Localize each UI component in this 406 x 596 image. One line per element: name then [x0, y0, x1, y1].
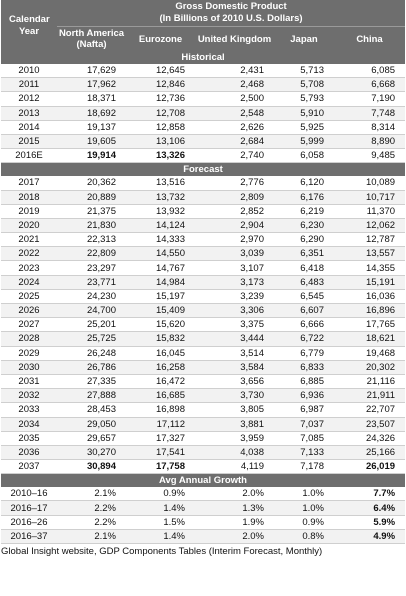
table-row [1, 233, 405, 247]
table-row [1, 190, 405, 204]
table-cell: 25,201 [57, 318, 126, 332]
table-row [1, 304, 405, 318]
section-header-row [1, 474, 405, 488]
table-row [1, 417, 405, 431]
calendar-year-label: Calendar Year [9, 13, 50, 37]
table-cell: 13,106 [126, 134, 195, 148]
table-cell: 1.4% [126, 501, 195, 515]
table-row [1, 64, 405, 78]
gdp-table [1, 0, 405, 544]
table-cell: 2,468 [195, 78, 274, 92]
row-label: 2036 [1, 445, 57, 459]
table-cell: 17,629 [57, 64, 126, 78]
table-cell: 26,786 [57, 360, 126, 374]
table-cell: 13,516 [126, 176, 195, 190]
table-row [1, 149, 405, 163]
table-cell: 3,584 [195, 360, 274, 374]
row-label: 2028 [1, 332, 57, 346]
table-cell: 6,936 [274, 389, 334, 403]
table-cell: 14,550 [126, 247, 195, 261]
table-cell: 22,809 [57, 247, 126, 261]
table-cell: 7,178 [274, 460, 334, 474]
table-row [1, 445, 405, 459]
table-cell: 3,039 [195, 247, 274, 261]
table-cell: 15,191 [334, 275, 405, 289]
table-row [1, 120, 405, 134]
table-cell: 24,230 [57, 289, 126, 303]
table-cell: 12,858 [126, 120, 195, 134]
table-cell: 24,326 [334, 431, 405, 445]
table-cell: 6,351 [274, 247, 334, 261]
table-cell: 6,219 [274, 204, 334, 218]
table-cell: 17,327 [126, 431, 195, 445]
table-cell: 7,190 [334, 92, 405, 106]
row-label: 2014 [1, 120, 57, 134]
table-cell: 3,881 [195, 417, 274, 431]
table-cell: 16,685 [126, 389, 195, 403]
table-cell: 5,999 [274, 134, 334, 148]
table-cell: 6,230 [274, 218, 334, 232]
column-header: North America (Nafta) [58, 28, 125, 50]
table-cell: 1.9% [195, 515, 274, 529]
table-cell: 0.9% [274, 515, 334, 529]
table-cell: 14,124 [126, 218, 195, 232]
row-label: 2030 [1, 360, 57, 374]
gdp-title-line1: Gross Domestic Product [175, 1, 287, 12]
row-label: 2013 [1, 106, 57, 120]
row-label: 2023 [1, 261, 57, 275]
row-label: 2032 [1, 389, 57, 403]
table-cell: 2,970 [195, 233, 274, 247]
table-row [1, 318, 405, 332]
table-cell: 23,771 [57, 275, 126, 289]
table-cell: 2,431 [195, 64, 274, 78]
table-cell: 2,809 [195, 190, 274, 204]
table-cell: 1.4% [126, 529, 195, 543]
column-header: Japan [274, 27, 334, 52]
table-cell: 1.3% [195, 501, 274, 515]
table-cell: 27,888 [57, 389, 126, 403]
table-cell: 17,758 [126, 460, 195, 474]
table-cell: 22,313 [57, 233, 126, 247]
table-cell: 4,038 [195, 445, 274, 459]
row-label: 2037 [1, 460, 57, 474]
table-cell: 6,120 [274, 176, 334, 190]
row-label: 2033 [1, 403, 57, 417]
section-title: Historical [1, 51, 405, 64]
table-cell: 2.2% [57, 515, 126, 529]
table-cell: 23,297 [57, 261, 126, 275]
table-row [1, 332, 405, 346]
table-cell: 6,722 [274, 332, 334, 346]
row-label: 2012 [1, 92, 57, 106]
table-cell: 19,914 [57, 149, 126, 163]
table-row [1, 374, 405, 388]
table-cell: 2,626 [195, 120, 274, 134]
table-cell: 3,805 [195, 403, 274, 417]
table-row [1, 460, 405, 474]
table-cell: 16,896 [334, 304, 405, 318]
table-cell: 6,085 [334, 64, 405, 78]
row-label: 2016E [1, 149, 57, 163]
row-label: 2024 [1, 275, 57, 289]
table-cell: 12,736 [126, 92, 195, 106]
table-cell: 0.8% [274, 529, 334, 543]
table-cell: 12,708 [126, 106, 195, 120]
table-cell: 14,355 [334, 261, 405, 275]
table-cell: 7,133 [274, 445, 334, 459]
table-cell: 14,767 [126, 261, 195, 275]
column-header: Eurozone [126, 27, 195, 52]
table-cell: 3,959 [195, 431, 274, 445]
table-cell: 15,832 [126, 332, 195, 346]
table-cell: 6,666 [274, 318, 334, 332]
table-cell: 17,765 [334, 318, 405, 332]
table-cell: 6,545 [274, 289, 334, 303]
table-cell: 16,258 [126, 360, 195, 374]
table-cell: 8,314 [334, 120, 405, 134]
table-cell: 9,485 [334, 149, 405, 163]
table-cell: 3,656 [195, 374, 274, 388]
table-cell: 5.9% [334, 515, 405, 529]
table-row [1, 176, 405, 190]
table-row [1, 360, 405, 374]
section-title: Forecast [1, 163, 405, 177]
table-cell: 12,645 [126, 64, 195, 78]
table-row [1, 134, 405, 148]
table-cell: 16,472 [126, 374, 195, 388]
table-cell: 18,371 [57, 92, 126, 106]
table-cell: 15,620 [126, 318, 195, 332]
table-cell: 26,019 [334, 460, 405, 474]
table-cell: 5,793 [274, 92, 334, 106]
table-row [1, 275, 405, 289]
row-label: 2021 [1, 233, 57, 247]
table-cell: 10,717 [334, 190, 405, 204]
table-cell: 2.0% [195, 487, 274, 501]
table-row [1, 487, 405, 501]
row-label: 2016–37 [1, 529, 57, 543]
gdp-title-line2: (In Billions of 2010 U.S. Dollars) [159, 13, 303, 24]
table-cell: 3,514 [195, 346, 274, 360]
table-cell: 20,362 [57, 176, 126, 190]
row-label: 2010–16 [1, 487, 57, 501]
row-label: 2015 [1, 134, 57, 148]
row-label: 2031 [1, 374, 57, 388]
table-cell: 1.0% [274, 501, 334, 515]
table-cell: 12,062 [334, 218, 405, 232]
table-cell: 23,507 [334, 417, 405, 431]
row-label: 2017 [1, 176, 57, 190]
table-cell: 28,453 [57, 403, 126, 417]
table-cell: 17,962 [57, 78, 126, 92]
gdp-title-header [57, 0, 405, 27]
table-cell: 21,911 [334, 389, 405, 403]
column-header: United Kingdom [195, 27, 274, 52]
table-cell: 7,037 [274, 417, 334, 431]
table-cell: 20,889 [57, 190, 126, 204]
row-label: 2029 [1, 346, 57, 360]
table-cell: 21,116 [334, 374, 405, 388]
table-cell: 19,605 [57, 134, 126, 148]
section-header-row [1, 51, 405, 64]
table-cell: 25,166 [334, 445, 405, 459]
row-label: 2026 [1, 304, 57, 318]
row-label: 2022 [1, 247, 57, 261]
table-cell: 10,089 [334, 176, 405, 190]
table-cell: 4,119 [195, 460, 274, 474]
table-cell: 2,500 [195, 92, 274, 106]
row-label: 2035 [1, 431, 57, 445]
table-cell: 13,732 [126, 190, 195, 204]
table-cell: 2,852 [195, 204, 274, 218]
table-row [1, 106, 405, 120]
table-cell: 1.0% [274, 487, 334, 501]
row-label: 2019 [1, 204, 57, 218]
table-cell: 17,112 [126, 417, 195, 431]
table-cell: 14,333 [126, 233, 195, 247]
table-cell: 3,375 [195, 318, 274, 332]
table-cell: 3,173 [195, 275, 274, 289]
table-row [1, 289, 405, 303]
row-label: 2016–26 [1, 515, 57, 529]
table-cell: 21,375 [57, 204, 126, 218]
table-cell: 18,692 [57, 106, 126, 120]
table-cell: 7,748 [334, 106, 405, 120]
table-cell: 22,707 [334, 403, 405, 417]
table-cell: 8,890 [334, 134, 405, 148]
table-cell: 5,708 [274, 78, 334, 92]
table-cell: 2.0% [195, 529, 274, 543]
row-label: 2016–17 [1, 501, 57, 515]
table-row [1, 431, 405, 445]
table-cell: 27,335 [57, 374, 126, 388]
table-cell: 14,984 [126, 275, 195, 289]
row-label: 2025 [1, 289, 57, 303]
table-cell: 2,904 [195, 218, 274, 232]
calendar-year-header [1, 0, 57, 51]
table-cell: 6,833 [274, 360, 334, 374]
table-cell: 5,713 [274, 64, 334, 78]
table-cell: 6,987 [274, 403, 334, 417]
table-cell: 6,483 [274, 275, 334, 289]
table-cell: 17,541 [126, 445, 195, 459]
table-row [1, 92, 405, 106]
table-cell: 2.2% [57, 501, 126, 515]
table-cell: 6.4% [334, 501, 405, 515]
table-cell: 7.7% [334, 487, 405, 501]
row-label: 2018 [1, 190, 57, 204]
table-cell: 6,176 [274, 190, 334, 204]
table-row [1, 247, 405, 261]
table-cell: 25,725 [57, 332, 126, 346]
table-cell: 18,621 [334, 332, 405, 346]
table-cell: 16,036 [334, 289, 405, 303]
table-row [1, 501, 405, 515]
table-cell: 1.5% [126, 515, 195, 529]
table-cell: 13,557 [334, 247, 405, 261]
table-cell: 13,932 [126, 204, 195, 218]
table-cell: 29,657 [57, 431, 126, 445]
table-row [1, 261, 405, 275]
table-cell: 0.9% [126, 487, 195, 501]
table-cell: 3,444 [195, 332, 274, 346]
table-cell: 15,197 [126, 289, 195, 303]
section-title: Avg Annual Growth [1, 474, 405, 488]
table-cell: 3,730 [195, 389, 274, 403]
table-cell: 5,910 [274, 106, 334, 120]
table-cell: 2,776 [195, 176, 274, 190]
column-header: China [334, 27, 405, 52]
table-cell: 3,107 [195, 261, 274, 275]
table-cell: 15,409 [126, 304, 195, 318]
table-cell: 11,370 [334, 204, 405, 218]
table-row [1, 529, 405, 543]
table-cell: 30,894 [57, 460, 126, 474]
table-cell: 4.9% [334, 529, 405, 543]
table-cell: 2.1% [57, 529, 126, 543]
table-cell: 6,885 [274, 374, 334, 388]
table-cell: 2,740 [195, 149, 274, 163]
table-cell: 16,898 [126, 403, 195, 417]
table-row [1, 346, 405, 360]
table-cell: 21,830 [57, 218, 126, 232]
table-cell: 6,418 [274, 261, 334, 275]
table-row [1, 389, 405, 403]
table-cell: 29,050 [57, 417, 126, 431]
table-cell: 3,239 [195, 289, 274, 303]
source-note: Global Insight website, GDP Components Tables (Interim Forecast, Monthly) [1, 546, 323, 557]
table-row [1, 515, 405, 529]
section-header-row [1, 163, 405, 177]
table-cell: 19,468 [334, 346, 405, 360]
table-row [1, 218, 405, 232]
table-cell: 12,787 [334, 233, 405, 247]
table-cell: 30,270 [57, 445, 126, 459]
row-label: 2034 [1, 417, 57, 431]
row-label: 2010 [1, 64, 57, 78]
row-label: 2027 [1, 318, 57, 332]
table-cell: 24,700 [57, 304, 126, 318]
table-row [1, 204, 405, 218]
table-cell: 6,607 [274, 304, 334, 318]
table-cell: 2.1% [57, 487, 126, 501]
table-cell: 6,058 [274, 149, 334, 163]
table-cell: 12,846 [126, 78, 195, 92]
table-cell: 3,306 [195, 304, 274, 318]
table-cell: 7,085 [274, 431, 334, 445]
table-row [1, 403, 405, 417]
table-cell: 2,548 [195, 106, 274, 120]
table-cell: 19,137 [57, 120, 126, 134]
table-cell: 13,326 [126, 149, 195, 163]
table-cell: 6,668 [334, 78, 405, 92]
table-cell: 6,779 [274, 346, 334, 360]
row-label: 2011 [1, 78, 57, 92]
table-row [1, 78, 405, 92]
table-cell: 5,925 [274, 120, 334, 134]
row-label: 2020 [1, 218, 57, 232]
table-cell: 6,290 [274, 233, 334, 247]
table-cell: 16,045 [126, 346, 195, 360]
table-cell: 20,302 [334, 360, 405, 374]
table-cell: 26,248 [57, 346, 126, 360]
table-cell: 2,684 [195, 134, 274, 148]
